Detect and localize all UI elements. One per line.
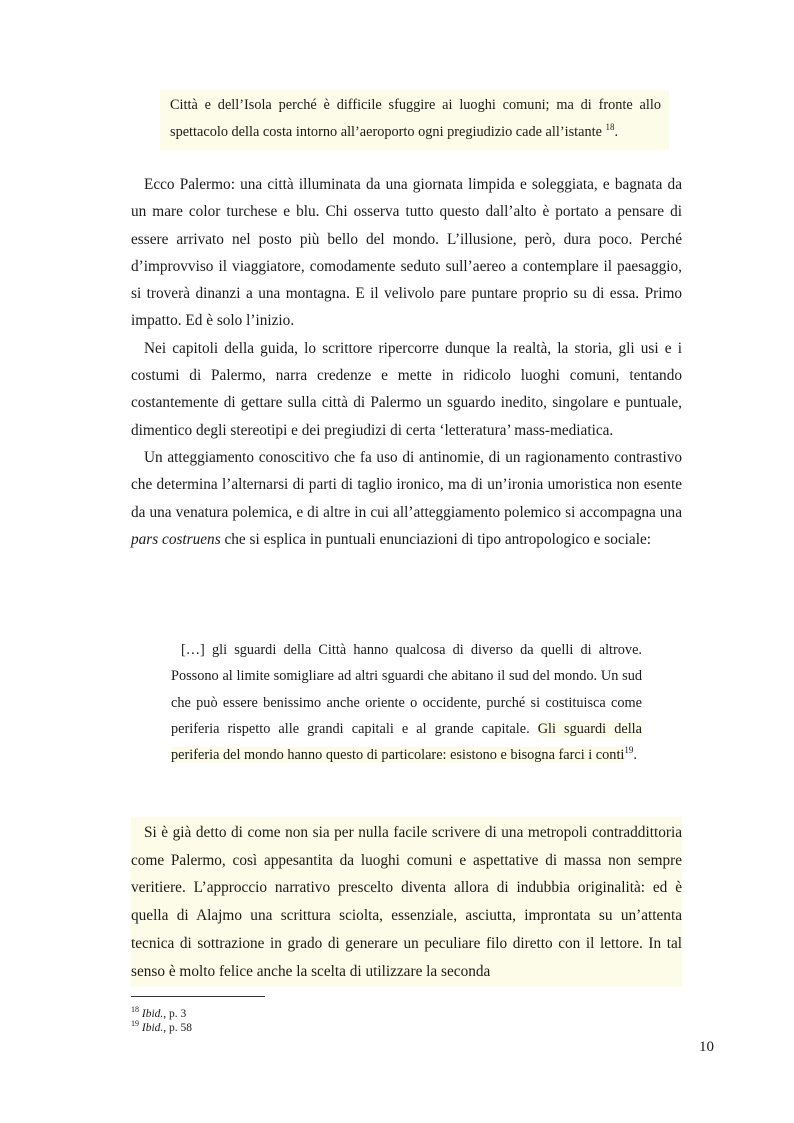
footnote-18 (131, 1007, 192, 1021)
footnote-19 (131, 1021, 192, 1035)
footnote-page: , p. 3 (163, 1008, 187, 1020)
body-text-continued (131, 817, 682, 987)
paragraph-3 (131, 444, 682, 553)
quote-text: […] gli sguardi della Città hanno qualcosa di diverso da quelli di altrove. Possono al limite somigliare ad altri sguardi che abitano il sud del mondo. Un sud che può essere benissimo anche oriente o occidente, purché si costituisca come periferia rispetto alle grandi capitali e al grande capitale. (171, 642, 642, 737)
footnote-number: 18 (131, 1005, 139, 1015)
footnote-separator (131, 996, 265, 997)
italic-term: pars costruens (131, 530, 221, 548)
footnote-ref-19[interactable]: 19 (624, 745, 634, 756)
quote-end: . (633, 747, 637, 764)
block-quote-18 (160, 90, 669, 150)
quote-text: Città e dell’Isola perché è difficile sfuggire ai luoghi comuni; ma di fronte allo spettacolo della costa intorno all’aeroporto ogni pregiudizio cade all’istante (170, 97, 661, 140)
highlighted-quote-text: Gli sguardi della periferia del mondo hanno questo di particolare: esistono e bisogna farci i conti (171, 720, 642, 764)
block-quote-19 (171, 637, 642, 768)
body-text (131, 171, 682, 553)
paragraph-3-tail: che si esplica in puntuali enunciazioni di tipo antropologico e sociale: (220, 530, 651, 548)
footnote-number: 19 (131, 1019, 139, 1029)
footnote-ref-18[interactable]: 18 (605, 122, 615, 133)
footnote-ref: Ibid. (141, 1022, 164, 1034)
footnotes (131, 1007, 192, 1035)
page-number: 10 (699, 1039, 714, 1055)
footnote-page: , p. 58 (163, 1022, 193, 1034)
paragraph-3-text: Un atteggiamento conoscitivo che fa uso di antinomie, di un ragionamento contrastivo che determina l’alternarsi di parti di taglio ironico, ma di un’ironia umoristica non esente da una venatura polemica, e di altre in cui all’atteggiamento polemico si accompagna una (131, 448, 682, 521)
paragraph-2: Nei capitoli della guida, lo scrittore ripercorre dunque la realtà, la storia, gli usi e i costumi di Palermo, narra credenze e mette in ridicolo luoghi comuni, tentando costantemente di gettare sulla città di Palermo un sguardo inedito, singolare e puntuale, dimentico degli stereotipi e dei pregiudizi di certa ‘letteratura’ mass-mediatica. (131, 339, 682, 439)
paragraph-4: Si è già detto di come non sia per nulla facile scrivere di una metropoli contraddittoria come Palermo, così appesantita da luoghi comuni e aspettative di massa non sempre veritiere. L’approccio narrativo prescelto diventa allora di indubbia originalità: ed è quella di Alajmo una scrittura sciolta, essenziale, asciutta, improntata su un’attenta tecnica di sottrazione in grado di generare un peculiare filo diretto con il lettore. In tal senso è molto felice anche la scelta di utilizzare la seconda (131, 824, 682, 980)
quote-end: . (614, 124, 619, 140)
paragraph-1: Ecco Palermo: una città illuminata da una giornata limpida e soleggiata, e bagnata da un mare color turchese e blu. Chi osserva tutto questo dall’alto è portato a pensare di essere arrivato nel posto più bello del mondo. L’illusione, però, dura poco. Perché d’improvviso il viaggiatore, comodamente seduto sull’aereo a contemplare il paesaggio, si troverà dinanzi a una montagna. E il velivolo pare puntare proprio su di essa. Primo impatto. Ed è solo l’inizio. (131, 176, 682, 330)
quote-paragraph (171, 637, 642, 768)
footnote-ref: Ibid. (141, 1008, 164, 1020)
